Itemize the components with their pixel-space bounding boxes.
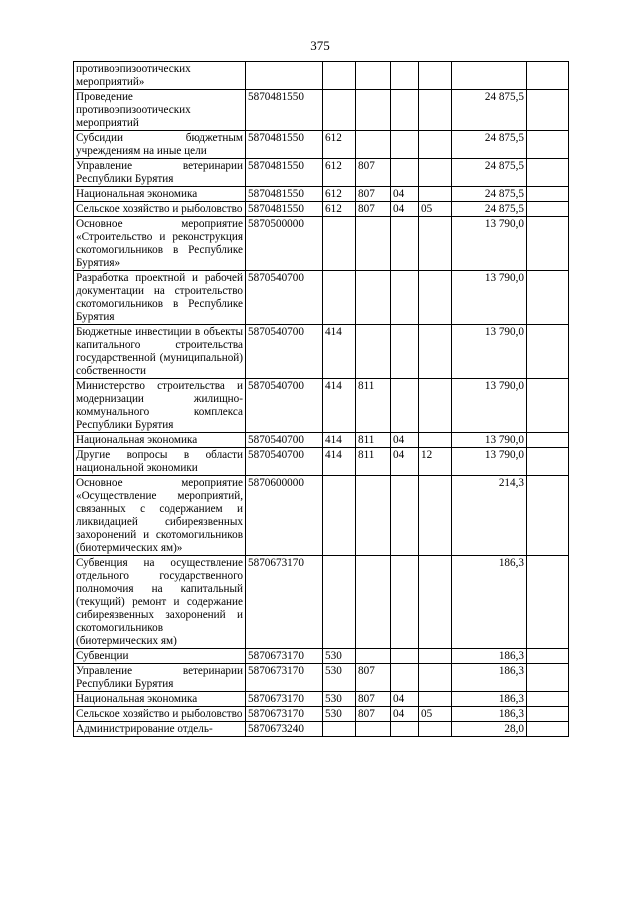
subsection-cell [419,187,452,202]
section-cell [391,556,419,649]
extra-cell [527,476,569,556]
target-code-cell: 5870500000 [246,217,323,271]
amount-cell: 13 790,0 [452,448,527,476]
expense-type-cell: 612 [323,131,356,159]
extra-cell [527,217,569,271]
ministry-code-cell [356,325,391,379]
extra-cell [527,271,569,325]
subsection-cell: 05 [419,202,452,217]
extra-cell [527,433,569,448]
expense-type-cell [323,722,356,737]
extra-cell [527,707,569,722]
target-code-cell: 5870481550 [246,159,323,187]
target-code-cell: 5870673170 [246,707,323,722]
section-cell: 04 [391,448,419,476]
extra-cell [527,202,569,217]
section-cell [391,722,419,737]
expense-type-cell: 414 [323,433,356,448]
target-code-cell: 5870673240 [246,722,323,737]
extra-cell [527,131,569,159]
amount-cell: 24 875,5 [452,90,527,131]
ministry-code-cell [356,217,391,271]
amount-cell: 186,3 [452,664,527,692]
target-code-cell: 5870481550 [246,131,323,159]
ministry-code-cell [356,271,391,325]
ministry-code-cell: 811 [356,379,391,433]
table-row [74,649,569,664]
table-row [74,159,569,187]
section-cell [391,271,419,325]
extra-cell [527,379,569,433]
target-code-cell: 5870481550 [246,90,323,131]
extra-cell [527,448,569,476]
section-cell: 04 [391,202,419,217]
amount-cell: 186,3 [452,707,527,722]
subsection-cell [419,90,452,131]
subsection-cell [419,217,452,271]
expense-type-cell: 530 [323,664,356,692]
row-name-cell: Управление ветеринарии Республики Бурятия [74,664,246,692]
row-name-cell: Национальная экономика [74,433,246,448]
expense-type-cell: 530 [323,707,356,722]
target-code-cell: 5870540700 [246,379,323,433]
ministry-code-cell: 807 [356,707,391,722]
expense-type-cell: 414 [323,325,356,379]
extra-cell [527,649,569,664]
expense-type-cell: 530 [323,692,356,707]
subsection-cell [419,692,452,707]
amount-cell: 13 790,0 [452,379,527,433]
section-cell [391,159,419,187]
expense-type-cell: 414 [323,379,356,433]
expense-type-cell: 530 [323,649,356,664]
ministry-code-cell: 807 [356,159,391,187]
table-row [74,692,569,707]
section-cell [391,664,419,692]
target-code-cell: 5870481550 [246,202,323,217]
expense-type-cell [323,90,356,131]
subsection-cell [419,131,452,159]
section-cell [391,62,419,90]
section-cell [391,131,419,159]
expense-type-cell: 612 [323,159,356,187]
row-name-cell: Субвенции [74,649,246,664]
section-cell: 04 [391,433,419,448]
extra-cell [527,62,569,90]
ministry-code-cell [356,722,391,737]
section-cell: 04 [391,692,419,707]
target-code-cell: 5870540700 [246,448,323,476]
amount-cell: 186,3 [452,556,527,649]
row-name-cell: Национальная экономика [74,692,246,707]
subsection-cell [419,556,452,649]
expense-type-cell: 414 [323,448,356,476]
target-code-cell: 5870673170 [246,664,323,692]
amount-cell: 24 875,5 [452,159,527,187]
row-name-cell: Бюджетные инвестиции в объекты капитального строительства государственной (муниципальной) собственности [74,325,246,379]
amount-cell: 186,3 [452,692,527,707]
extra-cell [527,187,569,202]
table-row [74,217,569,271]
table-row [74,187,569,202]
table-row [74,325,569,379]
expense-type-cell: 612 [323,202,356,217]
target-code-cell: 5870540700 [246,325,323,379]
section-cell: 04 [391,187,419,202]
expense-type-cell [323,476,356,556]
row-name-cell: противоэпизоотических мероприятий» [74,62,246,90]
row-name-cell: Проведение противоэпизоотических мероприятий [74,90,246,131]
subsection-cell [419,325,452,379]
section-cell [391,476,419,556]
extra-cell [527,556,569,649]
row-name-cell: Другие вопросы в области национальной экономики [74,448,246,476]
table-row [74,433,569,448]
row-name-cell: Сельское хозяйство и рыболовство [74,202,246,217]
row-name-cell: Управление ветеринарии Республики Бурятия [74,159,246,187]
extra-cell [527,664,569,692]
extra-cell [527,159,569,187]
extra-cell [527,325,569,379]
subsection-cell: 12 [419,448,452,476]
table-row [74,556,569,649]
table-row [74,90,569,131]
ministry-code-cell: 807 [356,664,391,692]
ministry-code-cell: 811 [356,433,391,448]
amount-cell: 214,3 [452,476,527,556]
target-code-cell: 5870673170 [246,692,323,707]
row-name-cell: Субсидии бюджетным учреждениям на иные цели [74,131,246,159]
ministry-code-cell [356,131,391,159]
amount-cell: 13 790,0 [452,217,527,271]
extra-cell [527,722,569,737]
target-code-cell: 5870540700 [246,433,323,448]
table-row [74,379,569,433]
amount-cell: 24 875,5 [452,131,527,159]
subsection-cell: 05 [419,707,452,722]
expense-type-cell: 612 [323,187,356,202]
table-row [74,271,569,325]
section-cell [391,217,419,271]
ministry-code-cell: 807 [356,187,391,202]
table-row [74,62,569,90]
section-cell: 04 [391,707,419,722]
table-row [74,707,569,722]
amount-cell: 186,3 [452,649,527,664]
table-row [74,722,569,737]
expense-type-cell [323,217,356,271]
amount-cell: 24 875,5 [452,187,527,202]
subsection-cell [419,379,452,433]
row-name-cell: Основное мероприятие «Строительство и реконструкция скотомогильников в Республике Бурятия» [74,217,246,271]
amount-cell [452,62,527,90]
table-row [74,476,569,556]
subsection-cell [419,722,452,737]
amount-cell: 13 790,0 [452,433,527,448]
ministry-code-cell: 811 [356,448,391,476]
expense-type-cell [323,271,356,325]
expense-type-cell [323,62,356,90]
subsection-cell [419,476,452,556]
table-row [74,448,569,476]
budget-table [73,61,569,737]
amount-cell: 28,0 [452,722,527,737]
subsection-cell [419,62,452,90]
ministry-code-cell [356,556,391,649]
row-name-cell: Национальная экономика [74,187,246,202]
amount-cell: 13 790,0 [452,325,527,379]
ministry-code-cell [356,62,391,90]
target-code-cell: 5870540700 [246,271,323,325]
section-cell [391,90,419,131]
amount-cell: 13 790,0 [452,271,527,325]
subsection-cell [419,664,452,692]
target-code-cell [246,62,323,90]
row-name-cell: Администрирование отдель- [74,722,246,737]
ministry-code-cell [356,649,391,664]
ministry-code-cell: 807 [356,692,391,707]
row-name-cell: Субвенция на осуществление отдельного государственного полномочия на капитальный (текущий) ремонт и содержание сибиреязвенных захоронений и скотомогильников (биотермических ям) [74,556,246,649]
target-code-cell: 5870673170 [246,649,323,664]
row-name-cell: Основное мероприятие «Осуществление мероприятий, связанных с содержанием и ликвидацией сибиреязвенных захоронений и скотомогильников (биотермических ям)» [74,476,246,556]
subsection-cell [419,271,452,325]
amount-cell: 24 875,5 [452,202,527,217]
ministry-code-cell: 807 [356,202,391,217]
expense-type-cell [323,556,356,649]
ministry-code-cell [356,90,391,131]
section-cell [391,649,419,664]
section-cell [391,379,419,433]
table-row [74,202,569,217]
ministry-code-cell [356,476,391,556]
section-cell [391,325,419,379]
subsection-cell [419,159,452,187]
subsection-cell [419,433,452,448]
row-name-cell: Министерство строительства и модернизации жилищно-коммунального комплекса Республики Бурятия [74,379,246,433]
row-name-cell: Сельское хозяйство и рыболовство [74,707,246,722]
table-row [74,664,569,692]
extra-cell [527,90,569,131]
row-name-cell: Разработка проектной и рабочей документации на строительство скотомогильников в Республике Бурятия [74,271,246,325]
target-code-cell: 5870481550 [246,187,323,202]
subsection-cell [419,649,452,664]
extra-cell [527,692,569,707]
page-number: 375 [310,38,330,53]
table-row [74,131,569,159]
target-code-cell: 5870673170 [246,556,323,649]
target-code-cell: 5870600000 [246,476,323,556]
